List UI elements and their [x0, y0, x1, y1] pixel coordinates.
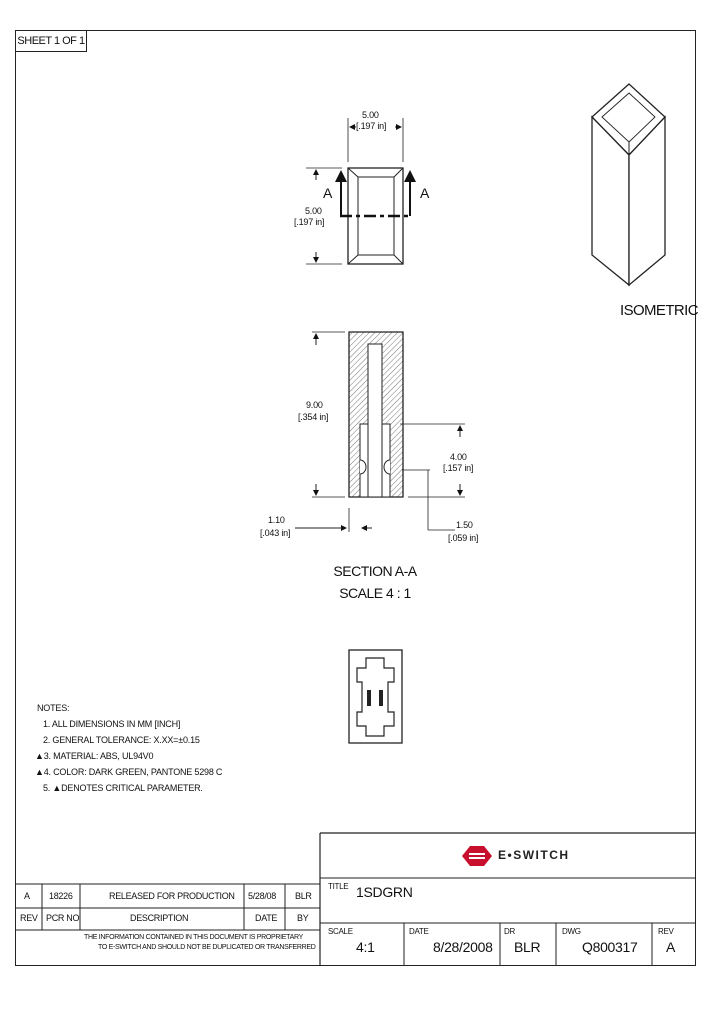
title-label: TITLE: [328, 882, 349, 891]
section-wall-mm: 1.10: [268, 515, 285, 525]
dr-label: DR: [504, 927, 515, 936]
note-item: 2. GENERAL TOLERANCE: X.XX=±0.15: [43, 735, 200, 745]
section-inner-in: [.157 in]: [443, 463, 474, 473]
dwg-value: Q800317: [582, 939, 638, 955]
section-title: [330, 560, 420, 604]
top-height-mm: 5.00: [305, 206, 322, 216]
rev-label: REV: [658, 927, 674, 936]
rev-row-description: RELEASED FOR PRODUCTION: [109, 891, 235, 901]
note-item: ▲3. MATERIAL: ABS, UL94V0: [35, 751, 154, 761]
bottom-view: [349, 650, 402, 743]
top-width-mm: 5.00: [362, 110, 379, 120]
brand-name: E•SWITCH: [498, 848, 570, 862]
top-view: [306, 118, 410, 264]
section-scale-text: SCALE 4 : 1: [339, 585, 411, 601]
rev-header-description: DESCRIPTION: [130, 913, 189, 923]
section-view: [295, 332, 465, 532]
isometric-view: [592, 84, 665, 285]
rev-header-rev: REV: [20, 913, 38, 923]
dr-value: BLR: [514, 939, 541, 955]
title-value: 1SDGRN: [356, 884, 413, 900]
note-item: 5. ▲DENOTES CRITICAL PARAMETER.: [43, 783, 203, 793]
section-title-text: SECTION A-A: [333, 563, 417, 579]
section-height-in: [.354 in]: [298, 412, 329, 422]
rev-header-pcr: PCR NO: [46, 913, 80, 923]
dwg-label: DWG: [562, 927, 581, 936]
section-mark-left: A: [323, 185, 333, 201]
notes-heading: NOTES:: [37, 703, 70, 713]
top-width-in: [.197 in]: [356, 121, 387, 131]
proprietary-line-1: THE INFORMATION CONTAINED IN THIS DOCUMENT IS PROPRIETARY: [84, 934, 303, 941]
scale-value: 4:1: [356, 939, 375, 955]
notes-block: [37, 700, 222, 796]
section-mark-right: A: [420, 185, 430, 201]
note-item: ▲4. COLOR: DARK GREEN, PANTONE 5298 C: [35, 767, 223, 777]
rev-row-by: BLR: [295, 891, 312, 901]
rev-header-by: BY: [297, 913, 309, 923]
section-wall-in: [.043 in]: [260, 528, 291, 538]
date-value: 8/28/2008: [433, 939, 493, 955]
isometric-label: ISOMETRIC: [620, 302, 698, 319]
top-height-in: [.197 in]: [294, 217, 325, 227]
note-item: 1. ALL DIMENSIONS IN MM [INCH]: [43, 719, 181, 729]
section-height-mm: 9.00: [306, 400, 323, 410]
rev-header-date: DATE: [255, 913, 278, 923]
scale-label: SCALE: [328, 927, 353, 936]
date-label: DATE: [409, 927, 429, 936]
rev-row-date: 5/28/08: [248, 891, 276, 901]
rev-row-rev: A: [24, 891, 30, 901]
proprietary-line-2: TO E-SWITCH AND SHOULD NOT BE DUPLICATED OR TRANSFERRED: [98, 944, 316, 951]
rev-value: A: [666, 939, 676, 955]
section-slot-in: [.059 in]: [448, 533, 479, 543]
section-slot-mm: 1.50: [456, 520, 473, 530]
section-inner-mm: 4.00: [450, 452, 467, 462]
rev-row-pcr: 18226: [49, 891, 73, 901]
sheet-label: SHEET 1 OF 1: [15, 30, 87, 52]
